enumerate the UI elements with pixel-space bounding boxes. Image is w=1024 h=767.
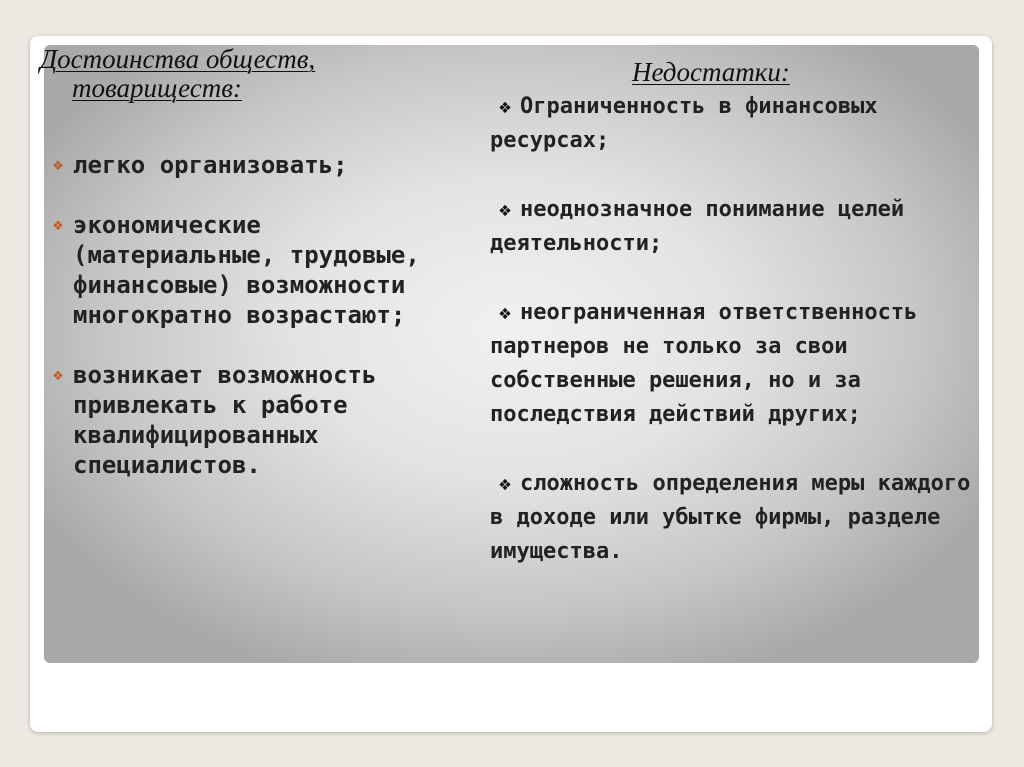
disadvantage-item [490,466,990,569]
disadvantage-text: сложность определения меры каждого в доходе или убытке фирмы, разделе имущества. [490,471,971,564]
diamond-star-icon: ❖ [498,471,512,495]
disadvantages-list [490,89,990,603]
disadvantage-item [490,192,990,261]
diamond-star-icon: ❖ [52,365,64,385]
advantage-item [46,150,446,180]
diamond-star-icon: ❖ [52,215,64,235]
disadvantage-item [490,295,990,432]
advantage-text: экономические (материальные, трудовые, финансовые) возможности многократно возрастают; [73,211,420,329]
disadvantage-text: неограниченная ответственность партнеров не только за свои собственные решения, но и за последствия действий других; [490,300,918,427]
advantages-heading-line-2: товариществ: [72,73,242,103]
advantage-text: легко организовать; [73,151,348,179]
disadvantage-text: Ограниченность в финансовых ресурсах; [490,94,878,153]
advantages-heading-line-1: Достоинства обществ, [40,44,316,74]
advantages-list [46,150,446,510]
diamond-star-icon: ❖ [498,300,512,324]
diamond-star-icon: ❖ [498,197,512,221]
disadvantages-heading: Недостатки: [632,57,790,87]
advantage-item [46,360,446,480]
disadvantage-text: неоднозначное понимание целей деятельности; [490,197,905,256]
disadvantage-item [490,89,990,158]
diamond-star-icon: ❖ [52,155,64,175]
advantage-item [46,210,446,330]
diamond-star-icon: ❖ [498,94,512,118]
advantage-text: возникает возможность привлекать к работе квалифицированных специалистов. [73,361,377,479]
